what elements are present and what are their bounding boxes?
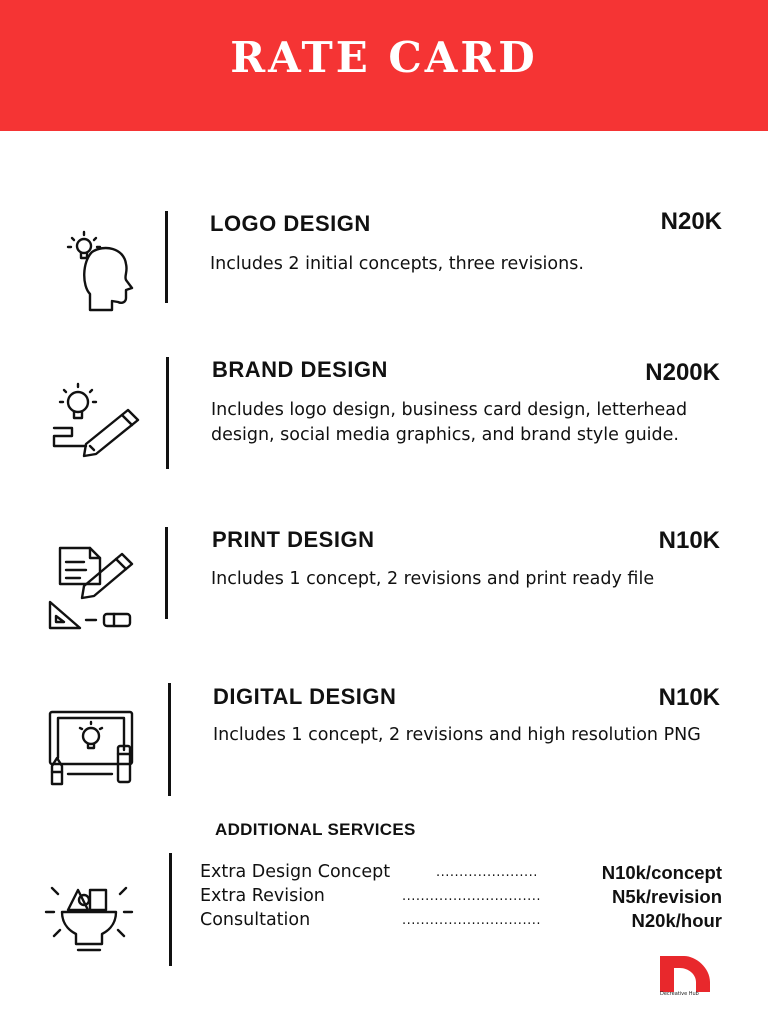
additional-services-heading: ADDITIONAL SERVICES — [215, 820, 416, 839]
service-description: Includes 1 concept, 2 revisions and print ready file — [211, 569, 655, 589]
service-description: Includes 1 concept, 2 revisions and high resolution PNG — [213, 725, 701, 745]
dot-leader: .............................. — [402, 913, 541, 928]
service-title: PRINT DESIGN — [212, 527, 375, 552]
service-description: Includes 2 initial concepts, three revisions. — [210, 254, 584, 274]
dot-leader: .............................. — [402, 889, 541, 904]
digital-board-icon — [46, 698, 136, 788]
idea-head-icon — [52, 222, 142, 312]
page-title: RATE CARD — [230, 33, 538, 82]
divider — [169, 853, 172, 966]
service-price: N20K — [660, 208, 722, 235]
service-description: Includes logo design, business card design, letterhead design, social media graphics, and brand style guide. — [211, 400, 688, 445]
extra-service-price: N5k/revision — [611, 886, 722, 907]
bulb-pencil-icon — [50, 380, 140, 470]
service-title: LOGO DESIGN — [210, 211, 371, 236]
divider — [165, 211, 168, 303]
divider — [166, 357, 169, 469]
extra-service-label: Consultation — [200, 910, 311, 930]
divider — [165, 527, 168, 619]
service-title: DIGITAL DESIGN — [213, 684, 397, 709]
service-price: N200K — [645, 359, 720, 386]
extra-service-row — [200, 886, 722, 910]
extra-service-price: N20k/hour — [631, 910, 722, 931]
idea-bowl-icon — [44, 870, 134, 960]
divider — [168, 683, 171, 796]
print-tools-icon — [46, 540, 136, 630]
extra-service-label: Extra Revision — [200, 886, 325, 906]
service-price: N10K — [658, 527, 720, 554]
brand-caption: Decreative Hub — [660, 991, 699, 997]
service-price: N10K — [658, 684, 720, 711]
extra-service-row — [200, 910, 722, 934]
extra-service-label: Extra Design Concept — [200, 862, 391, 882]
extra-service-price: N10k/concept — [601, 862, 722, 883]
extra-service-row — [200, 862, 722, 886]
service-title: BRAND DESIGN — [212, 357, 388, 382]
header-banner — [0, 0, 768, 131]
dot-leader: ...................... — [436, 865, 538, 880]
